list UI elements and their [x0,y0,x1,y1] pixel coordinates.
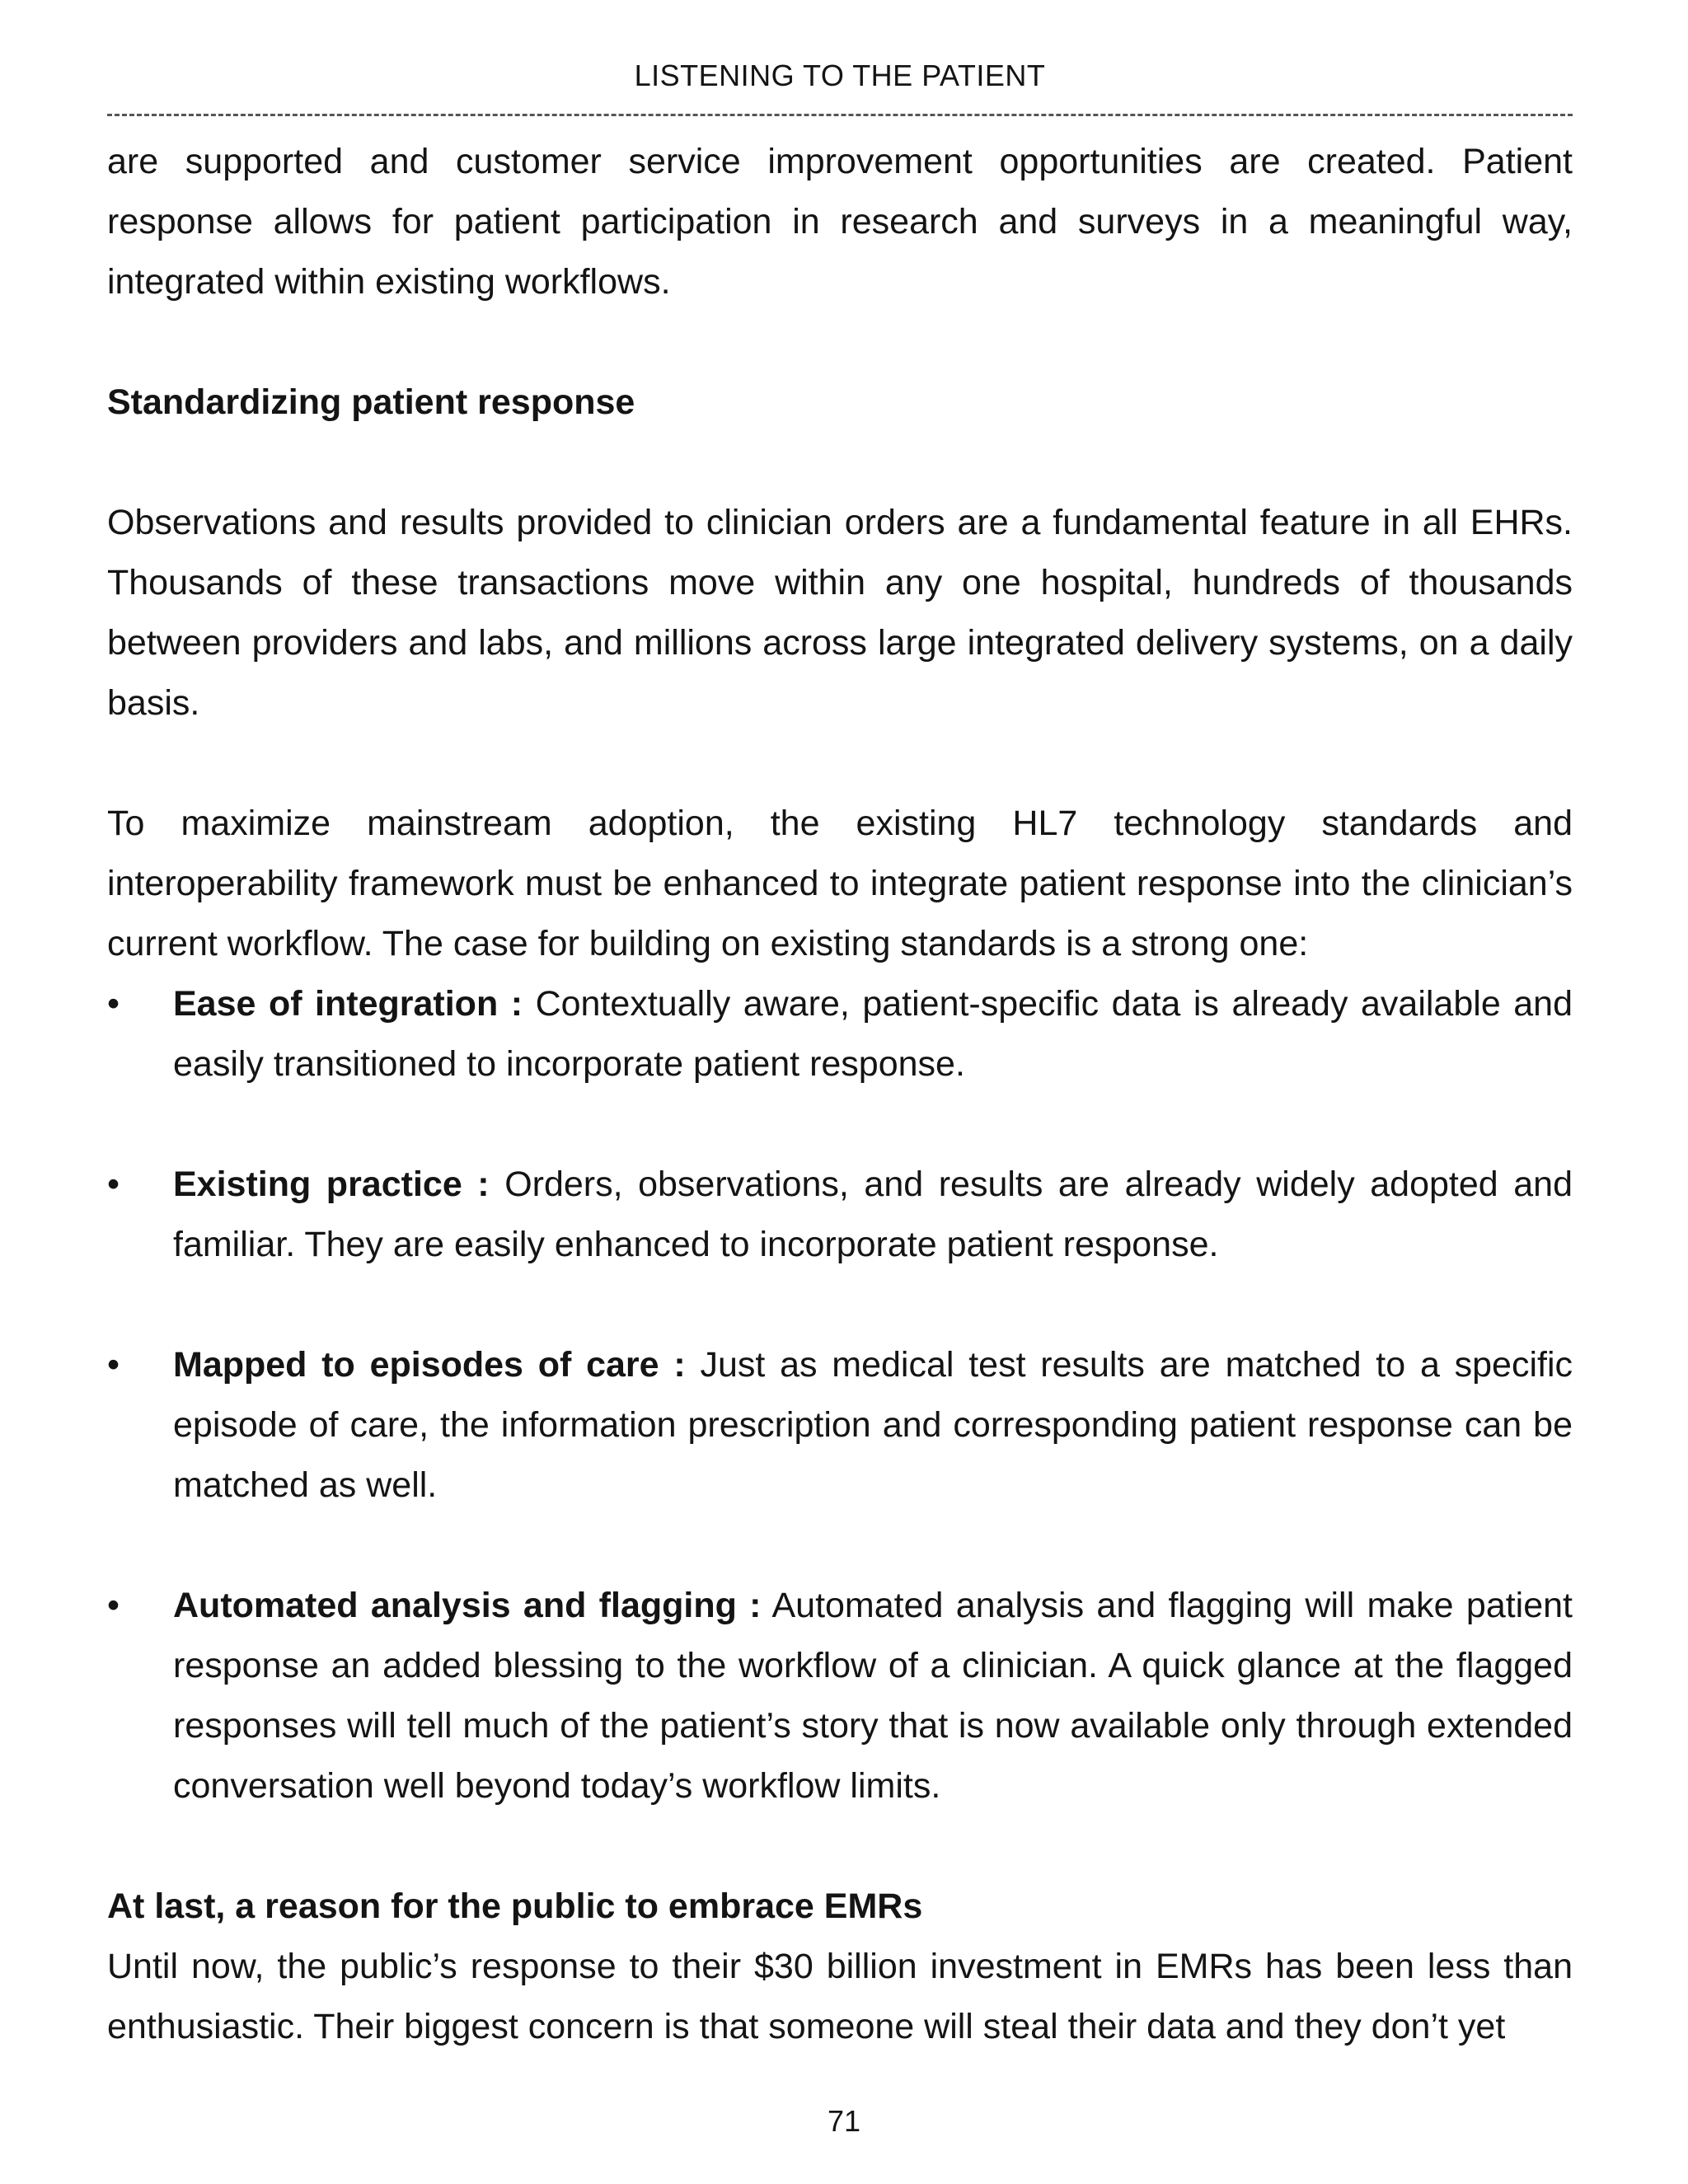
paragraph-maximize-adoption: To maximize mainstream adoption, the existing HL7 technology standards and interoperability framework must be enhanced to integrate patient response into the clinician’s current workflow. The case for building on existing standards is a strong one: [107,804,1573,963]
bullet-term: Automated analysis and flagging : [173,1586,762,1625]
bullet-marker: • [107,1345,120,1385]
page-number: 71 [827,2104,861,2138]
bullet-marker: • [107,984,120,1024]
paragraph-observations: Observations and results provided to clinician orders are a fundamental feature in all EHRs. Thousands of these transactions move within any one hospital, hundreds of thousands between providers and labs, and millions across large integrated delivery systems, on a daily basis. [107,503,1573,723]
spacer [107,733,1573,794]
section-heading-standardizing: Standardizing patient response [107,382,635,422]
bullet-text: Just as medical test results are matched to a specific episode of care, the information prescription and corresponding patient response can be matched as well. [173,1345,1573,1505]
bullet-text: Contextually aware, patient-specific data is already available and easily transitioned to incorporate patient response. [173,984,1573,1084]
bullet-text: Automated analysis and flagging will make patient response an added blessing to the workflow of a clinician. A quick glance at the flagged responses will tell much of the patient’s story that is now available only through extended conversation well beyond today’s workflow limits. [173,1586,1573,1806]
paragraph-continued: are supported and customer service improvement opportunities are created. Patient response allows for patient participation in research and surveys in a meaningful way, integrated within existing workflows. [107,142,1573,302]
list-item [107,1576,1573,1816]
bullet-text: Orders, observations, and results are already widely adopted and familiar. They are easily enhanced to incorporate patient response. [173,1165,1573,1264]
section-heading-emrs: At last, a reason for the public to embrace EMRs [107,1886,923,1926]
bullet-list [107,974,1573,1816]
list-item [107,1335,1573,1516]
bullet-marker: • [107,1586,120,1625]
spacer [107,433,1573,493]
bullet-marker: • [107,1165,120,1204]
spacer [107,1816,1573,1877]
spacer [107,312,1573,373]
bullet-term: Ease of integration : [173,984,523,1024]
bullet-term: Mapped to episodes of care : [173,1345,686,1385]
page-body [107,132,1573,2057]
bullet-term: Existing practice : [173,1165,490,1204]
list-item [107,974,1573,1094]
header-divider [107,114,1573,116]
list-item [107,1155,1573,1275]
running-header: LISTENING TO THE PATIENT [634,59,1046,92]
paragraph-until-now: Until now, the public’s response to their $30 billion investment in EMRs has been less than enthusiastic. Their biggest concern is that someone will steal their data and they don’t yet [107,1947,1573,2046]
